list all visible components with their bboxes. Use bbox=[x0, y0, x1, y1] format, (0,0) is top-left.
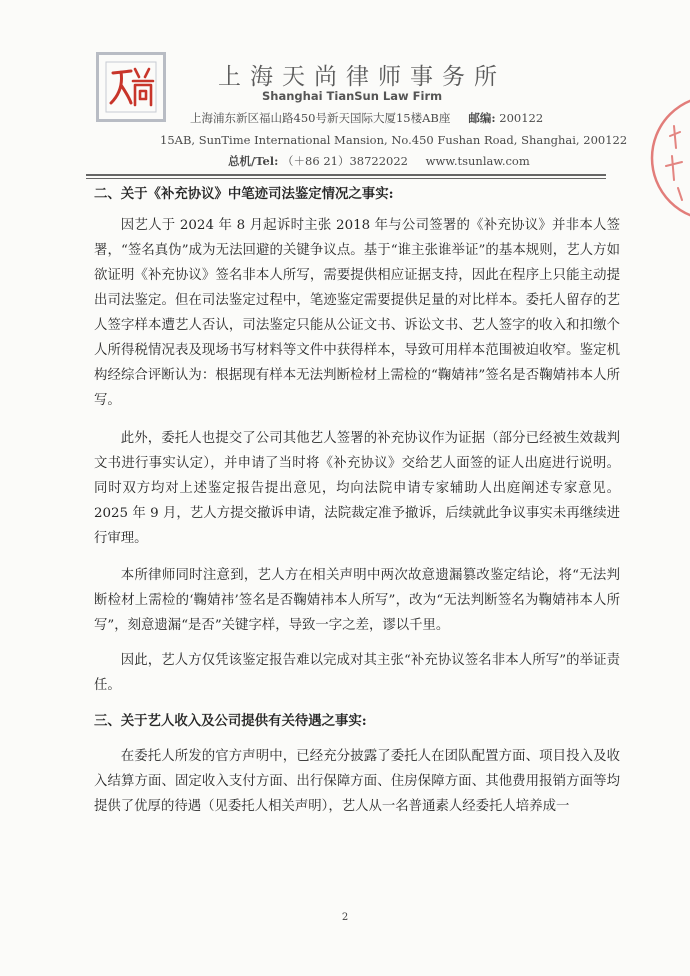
website: www.tsunlaw.com bbox=[425, 154, 530, 168]
tel-label: 总机/Tel: bbox=[228, 154, 279, 168]
paragraph: 本所律师同时注意到，艺人方在相关声明中两次故意遗漏篡改鉴定结论，将“无法判断检材上需检的‘鞠婧祎’签名是否鞠婧祎本人所写”，改为“无法判断签名为鞠婧祎本人所写”，刻意遗漏“是否”关键字样，导致一字之差，谬以千里。 bbox=[94, 568, 620, 633]
firm-logo bbox=[96, 52, 166, 122]
tel-number: （＋86 21）38722022 bbox=[282, 154, 408, 168]
paragraph: 此外，委托人也提交了公司其他艺人签署的补充协议作为证据（部分已经被生效裁判文书进行事实认定），并申请了当时将《补充协议》交给艺人面签的证人出庭进行说明。同时双方均对上述鉴定报告提出意见，均向法院申请专家辅助人出庭阐述专家意见。2025 年 9 月，艺人方提交撤诉申请，法院裁定准予撤诉，后续就此争议事实未再继续进行审理。 bbox=[94, 431, 620, 546]
document-body bbox=[94, 182, 620, 819]
address-cn: 上海浦东新区福山路450号新天国际大厦15楼AB座 bbox=[190, 111, 451, 125]
seal-stamp-icon bbox=[636, 96, 690, 226]
paragraph: 因艺人于 2024 年 8 月起诉时主张 2018 年与公司签署的《补充协议》并非本人签署，“签名真伪”成为无法回避的关键争议点。基于“谁主张谁举证”的基本规则，艺人方如欲证明《补充协议》签名非本人所写，需要提供相应证据支持，因此在程序上只能主动提出司法鉴定。但在司法鉴定过程中，笔迹鉴定需要提供足量的对比样本。委托人留存的艺人签字样本遭艺人否认，司法鉴定只能从公证文书、诉讼文书、艺人签字的收入和扣缴个人所得税情况表及现场书写材料等文件中获得样本，导致可用样本范围被迫收窄。鉴定机构经综合评断认为：根据现有样本无法判断检材上需检的“鞠婧祎”签名是否鞠婧祎本人所写。 bbox=[94, 218, 620, 408]
section-heading-3: 三、关于艺人收入及公司提供有关待遇之事实: bbox=[94, 713, 367, 729]
letterhead-divider-thick bbox=[86, 174, 606, 176]
letterhead-divider-thin bbox=[86, 178, 606, 179]
firm-name-cn: 上海天尚律师事务所 bbox=[218, 64, 506, 90]
official-seal-stamp bbox=[636, 96, 690, 226]
address-cn-line bbox=[190, 110, 543, 126]
section-heading-2: 二、关于《补充协议》中笔迹司法鉴定情况之事实: bbox=[94, 186, 394, 202]
paragraph: 在委托人所发的官方声明中，已经充分披露了委托人在团队配置方面、项目投入及收入结算方面、固定收入支付方面、出行保障方面、住房保障方面、其他费用报销方面等均提供了优厚的待遇（见委托人相关声明），艺人从一名普通素人经委托人培养成一 bbox=[94, 749, 620, 814]
paragraph: 因此，艺人方仅凭该鉴定报告难以完成对其主张“补充协议签名非本人所写”的举证责任。 bbox=[94, 653, 620, 693]
postcode-label: 邮编: bbox=[468, 111, 496, 125]
postcode: 200122 bbox=[499, 111, 544, 125]
address-en: 15AB, SunTime International Mansion, No.450 Fushan Road, Shanghai, 200122 bbox=[160, 133, 628, 147]
contact-line bbox=[228, 153, 530, 169]
page-number: 2 bbox=[341, 912, 349, 923]
firm-name-en: Shanghai TianSun Law Firm bbox=[262, 89, 443, 103]
logo-seal-icon bbox=[99, 55, 163, 119]
